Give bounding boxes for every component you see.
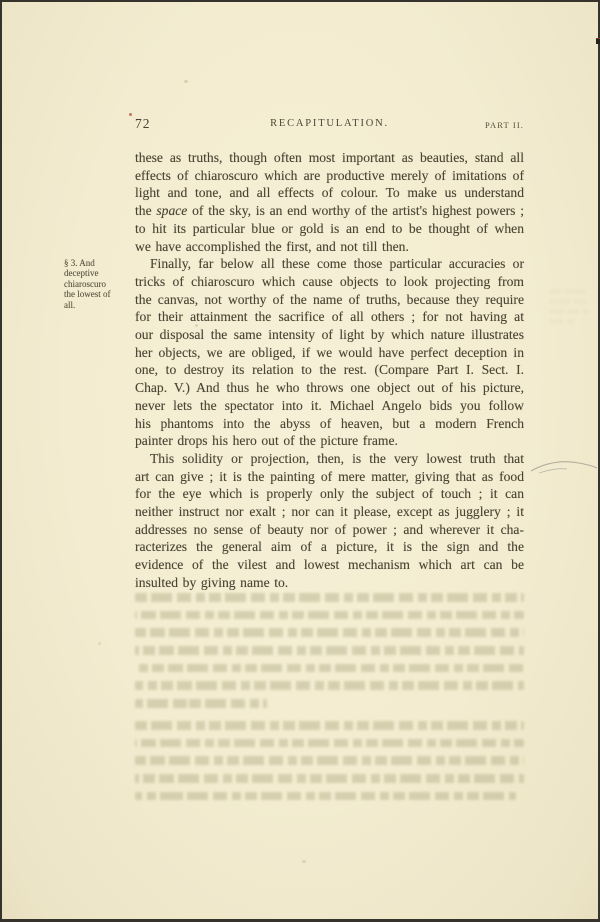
showthrough-line <box>549 319 574 324</box>
text-line: insulted by giving name to. <box>135 574 289 590</box>
text-line: we have accomplished the first, and not till then. <box>135 238 409 254</box>
showthrough-line <box>135 611 524 620</box>
text-line: neither instruct nor exalt ; nor can it please, except as jugglery ; it <box>135 504 524 520</box>
page-number: 72 <box>135 116 151 131</box>
text-line: our disposal the same intensity of light by which nature illustrates <box>135 327 524 343</box>
showthrough-line <box>549 309 589 314</box>
margin-note-line: all. <box>64 299 76 310</box>
showthrough-line <box>135 792 516 801</box>
showthrough-line <box>549 299 587 304</box>
showthrough-line <box>549 289 591 294</box>
paragraph <box>135 149 524 255</box>
paragraph <box>135 255 524 450</box>
showthrough-block-2 <box>135 721 524 809</box>
showthrough-line <box>135 593 524 602</box>
showthrough-line <box>135 721 524 730</box>
edge-speck <box>596 38 600 44</box>
margin-note-line: the lowest of <box>64 289 111 300</box>
showthrough-line <box>135 739 524 748</box>
showthrough-line <box>135 628 524 637</box>
text-line: Finally, far below all these come those particular accuracies or <box>150 256 524 272</box>
text-line: This solidity or projection, then, is the very lowest truth that <box>150 450 524 466</box>
showthrough-line <box>135 699 267 708</box>
text-line: the canvas, not worthy of the name of truths, because they require <box>135 291 524 307</box>
paragraph <box>135 450 524 592</box>
paper-fleck <box>98 642 101 645</box>
text-line: light and tone, and all effects of colour. To make us understand <box>135 185 524 201</box>
text-line: these as truths, though often most important as beauties, stand all <box>135 150 524 165</box>
text-line: for the eye which is properly only the subject of touch ; it can <box>135 486 524 502</box>
red-fleck <box>129 113 132 116</box>
pencil-squiggle <box>529 458 599 478</box>
text-line: his phantoms into the abyss of heaven, but a modern French <box>135 415 524 431</box>
margin-note-line: deceptive <box>64 268 99 279</box>
text-line: Chap. V.) And thus he who throws one object out of his picture, <box>135 380 524 396</box>
text-line: for their attainment the sacrifice of all others ; for not having at <box>135 309 524 325</box>
margin-note <box>64 258 132 310</box>
text-line: painter drops his hero out of the picture frame. <box>135 433 398 449</box>
text-line: her objects, we are obliged, if we would have perfect deception in <box>135 344 524 360</box>
showthrough-margin-note <box>549 289 591 329</box>
running-title: RECAPITULATION. <box>270 118 389 129</box>
showthrough-line <box>135 681 524 690</box>
text-line: to hit its particular blue or gold is an end to be thought of when <box>135 220 524 236</box>
text-line: never lets the spectator into it. Michael Angelo bids you follow <box>135 397 524 413</box>
text-line: racterizes the general aim of a picture, it is the sign and the <box>135 539 524 555</box>
showthrough-line <box>135 664 524 673</box>
part-label: PART II. <box>485 120 524 130</box>
text-line: evidence of the vilest and lowest mechanism which art can be <box>135 557 524 573</box>
margin-note-line: chiaroscuro <box>64 278 106 289</box>
text-line: the space of the sky, is an end worthy of the artist's highest powers ; <box>135 203 524 219</box>
page-header <box>135 116 524 134</box>
text-line: art can give ; it is the painting of mere matter, giving that as food <box>135 468 524 484</box>
body-text <box>135 149 524 592</box>
paper-fleck <box>184 80 188 83</box>
text-line: one, to destroy its relation to the rest. (Compare Part I. Sect. I. <box>135 362 524 378</box>
showthrough-block-1 <box>135 593 524 717</box>
paper-fleck <box>195 324 198 327</box>
text-line: addresses no sense of beauty nor of power ; and wherever it cha- <box>135 521 524 537</box>
paper-fleck <box>302 860 306 863</box>
text-line: effects of chiaroscuro which are productive merely of imitations of <box>135 167 524 183</box>
showthrough-line <box>135 774 524 783</box>
showthrough-line <box>135 756 524 765</box>
text-line: tricks of chiaroscuro which cause objects to look projecting from <box>135 273 524 289</box>
margin-note-line: § 3. And <box>64 258 95 268</box>
showthrough-line <box>135 646 524 655</box>
